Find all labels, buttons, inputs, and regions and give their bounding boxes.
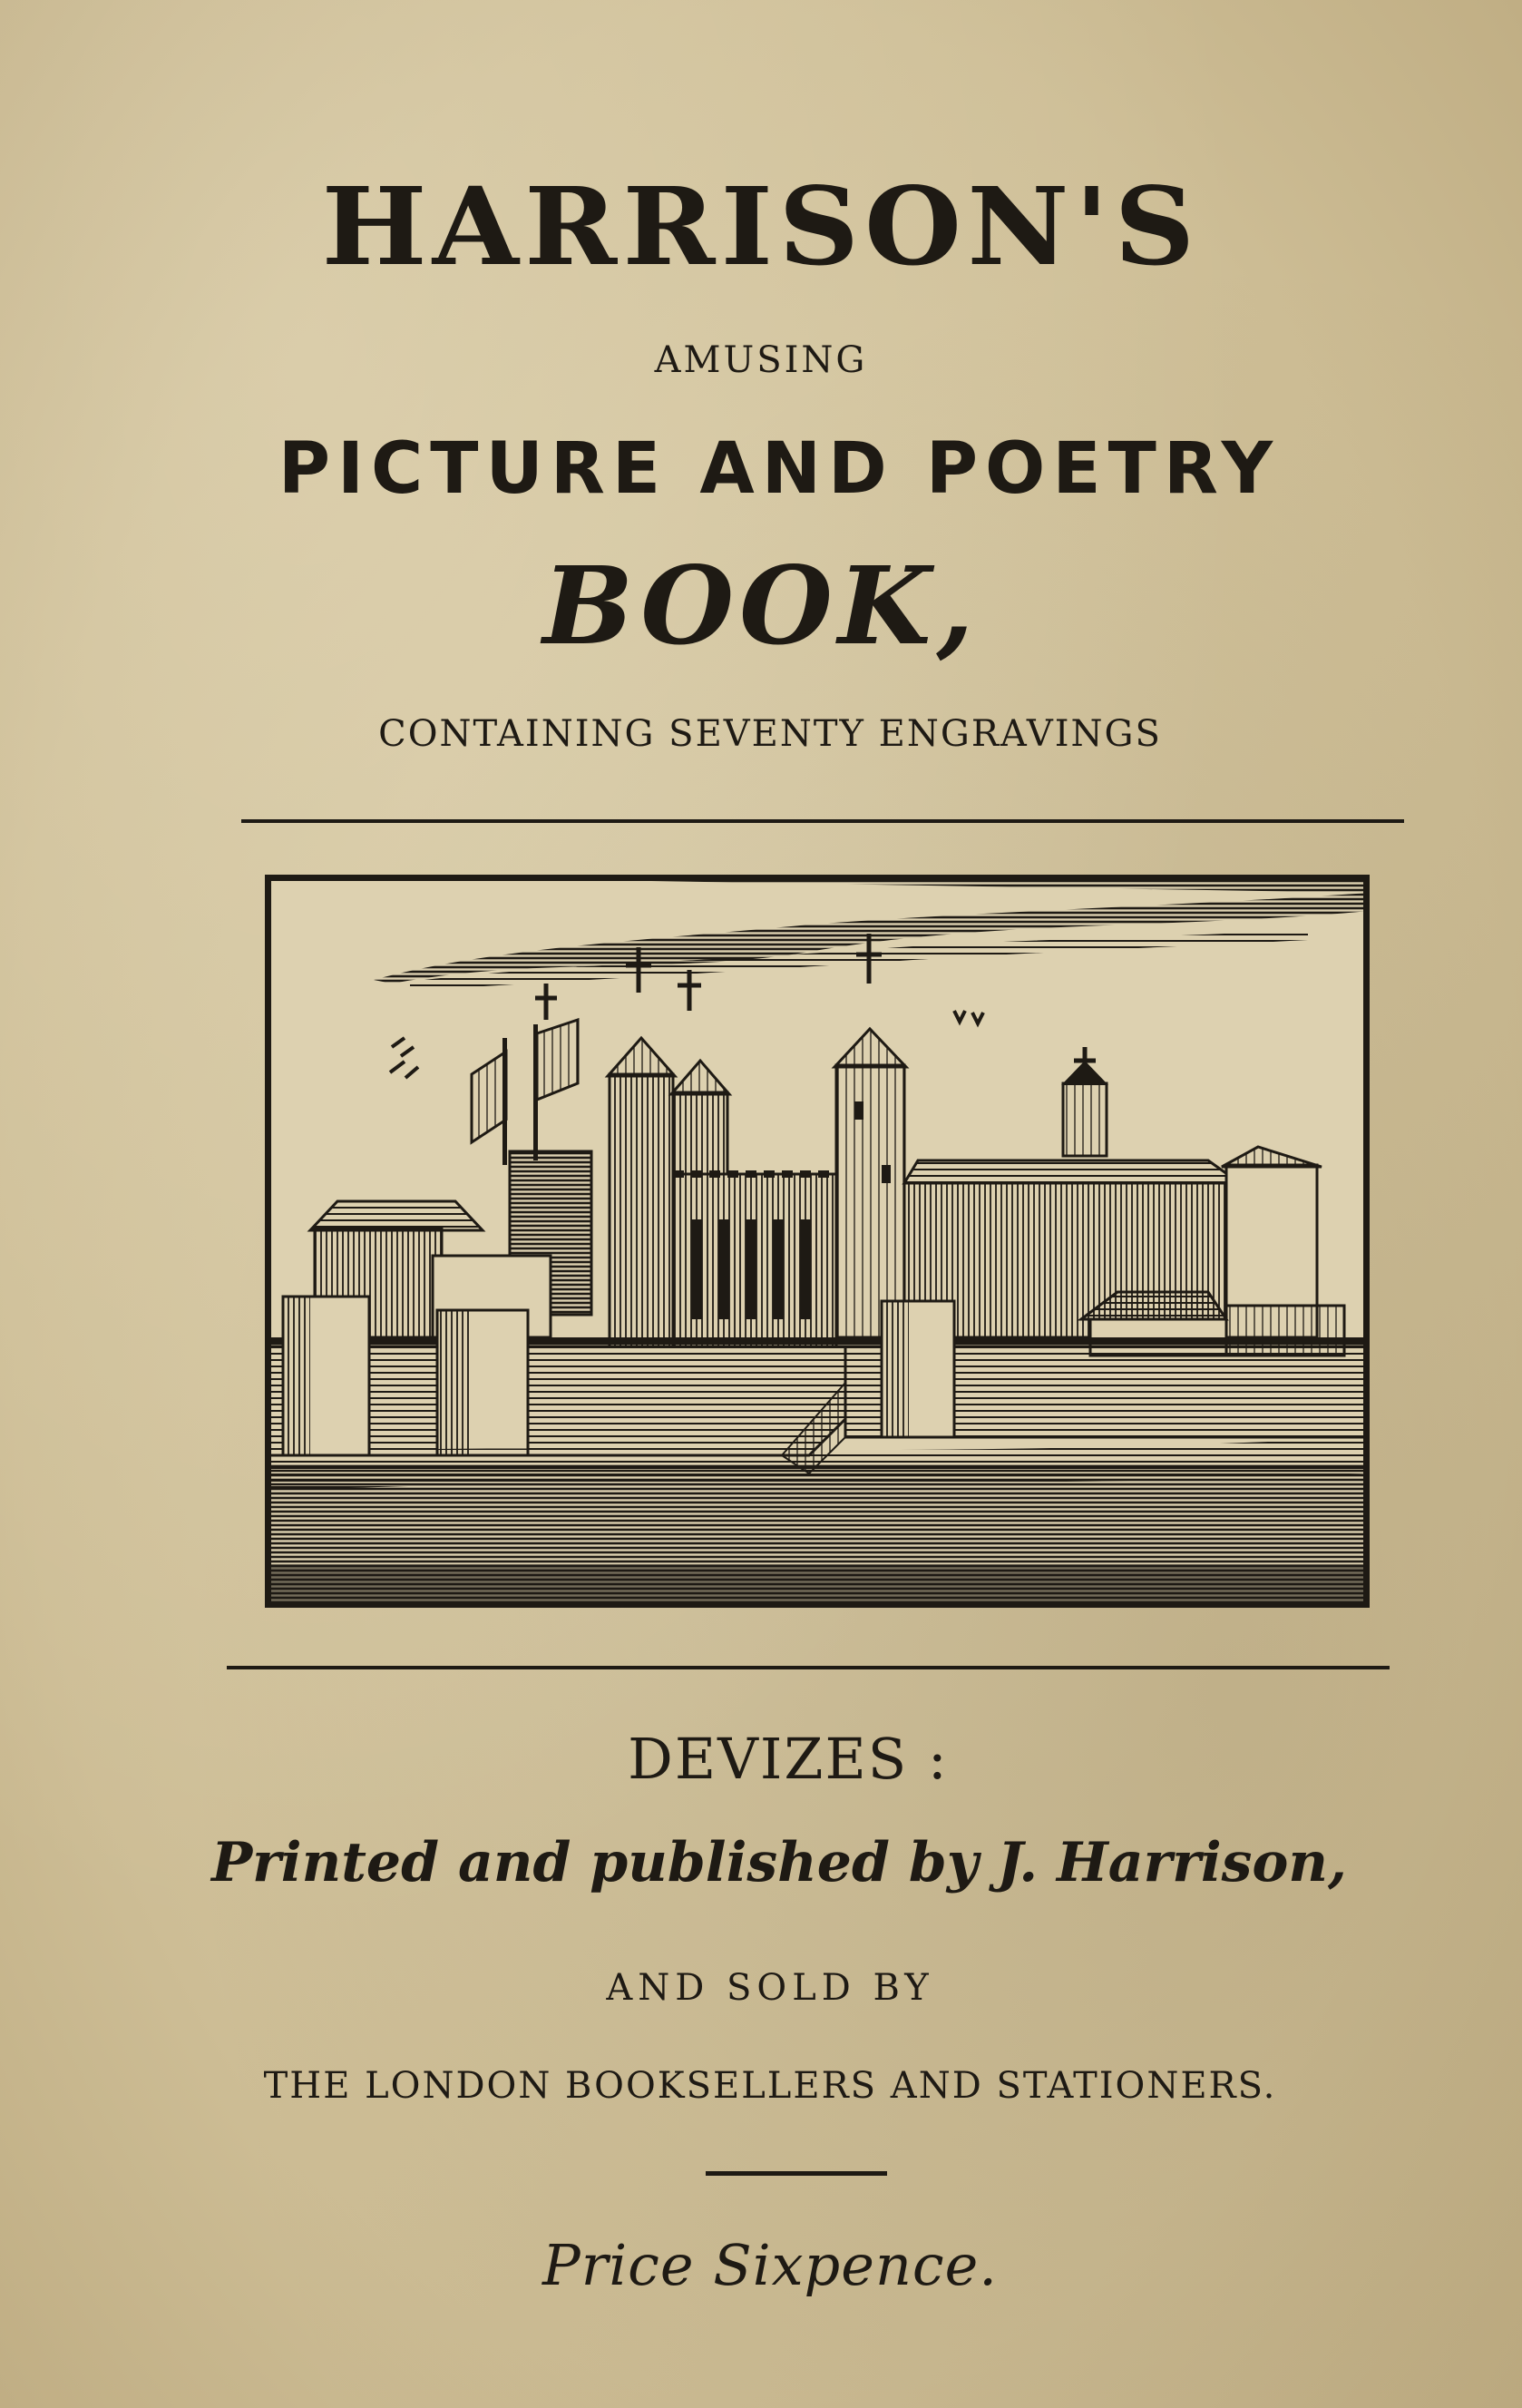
castle-engraving <box>265 875 1370 1608</box>
cover-subtitle-picture-poetry: PICTURE AND POETRY <box>278 428 1281 510</box>
cover-title: HARRISON'S <box>321 163 1201 289</box>
short-divider-rule <box>706 2171 887 2176</box>
cover-contents-note: CONTAINING SEVENTY ENGRAVINGS <box>378 713 1162 755</box>
cover-subtitle-amusing: AMUSING <box>654 339 868 381</box>
bottom-divider-rule <box>227 1666 1390 1669</box>
top-divider-rule <box>241 819 1404 823</box>
imprint-sellers: THE LONDON BOOKSELLERS AND STATIONERS. <box>263 2065 1277 2107</box>
price-line: Price Sixpence. <box>541 2232 998 2298</box>
imprint-publisher: Printed and published by J. Harrison, <box>211 1831 1347 1894</box>
cover-subtitle-book: BOOK, <box>542 543 980 669</box>
imprint-sold-by: AND SOLD BY <box>606 1967 934 2009</box>
imprint-place: DEVIZES : <box>628 1726 949 1792</box>
